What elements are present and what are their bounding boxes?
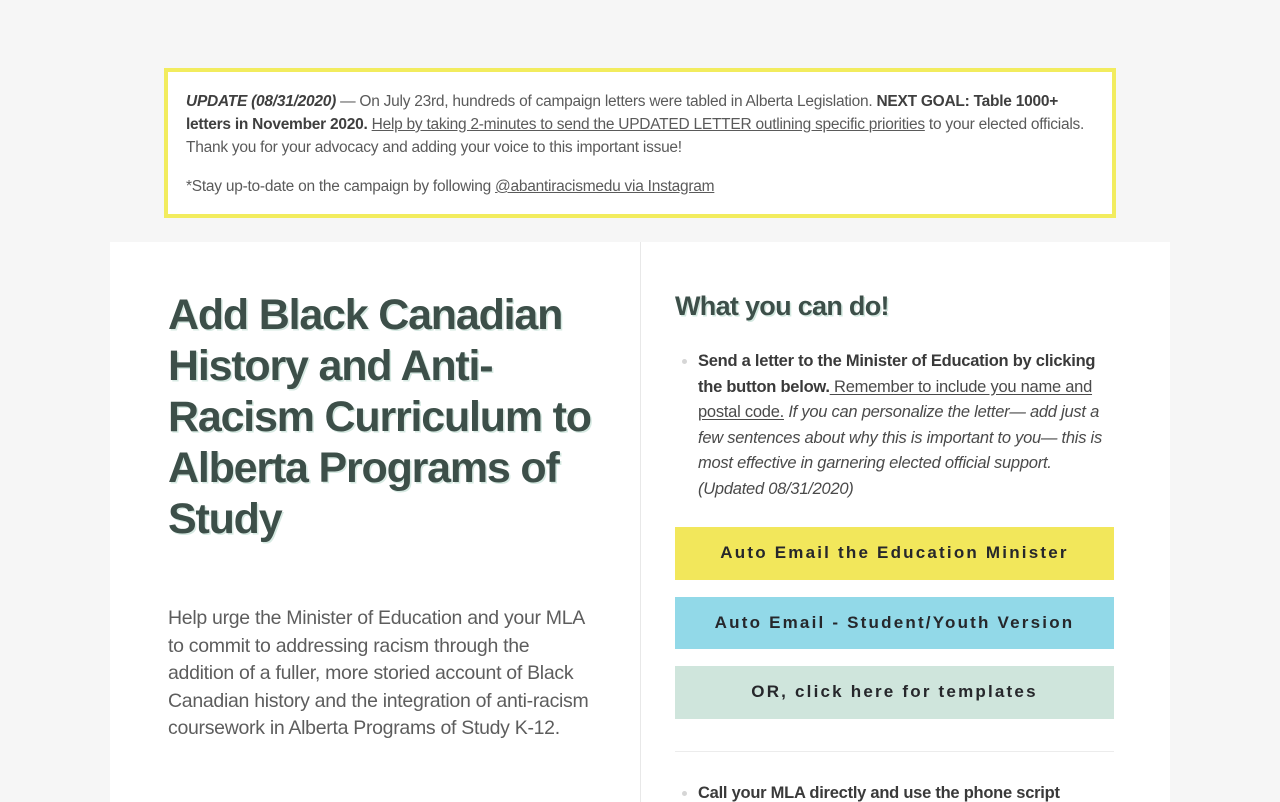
banner-updated-letter-link[interactable]: Help by taking 2-minutes to send the UPDATED LETTER outlining specific priorities	[371, 116, 925, 133]
action-list-secondary	[675, 781, 1114, 802]
section-divider	[675, 751, 1114, 752]
bullet-2-bold: Call your MLA directly and use the phone script	[698, 784, 1060, 802]
auto-email-education-minister-button[interactable]: Auto Email the Education Minister	[675, 527, 1114, 580]
banner-after-link-text: to your elected officials. Thank you for your advocacy and adding your voice to this important issue!	[186, 116, 1085, 156]
lead-paragraph: Help urge the Minister of Education and your MLA to commit to addressing racism through the addition of a fuller, more storied account of Black Canadian history and the integration of anti-racism coursework in Alberta Programs of Study K-12.	[168, 607, 589, 739]
list-item-send-letter	[698, 349, 1114, 502]
right-column	[640, 242, 1170, 802]
banner-followup-prefix: *Stay up-to-date on the campaign by following	[186, 178, 496, 195]
bullet-1-underline[interactable]: Remember to include you name and postal code.	[698, 377, 1093, 421]
banner-intro-text: On July 23rd, hundreds of campaign letters were tabled in Alberta Legislation.	[359, 93, 877, 110]
banner-paragraph-main	[186, 90, 1094, 159]
section-title-what-you-can-do: What you can do!	[675, 291, 889, 321]
banner-update-label: UPDATE (08/31/2020)	[186, 93, 337, 110]
instagram-handle-link[interactable]: @abantiracismedu via Instagram	[495, 178, 715, 195]
content-card	[110, 242, 1170, 802]
left-column	[110, 242, 640, 802]
bullet-1-italic: If you can personalize the letter— add just a few sentences about why this is important to you— this is most effective in garnering elected official support. (Updated 08/31/2020)	[698, 403, 1102, 498]
action-list	[675, 349, 1114, 502]
auto-email-student-youth-version-button[interactable]: Auto Email - Student/Youth Version	[675, 597, 1114, 650]
banner-goal-bold: NEXT GOAL: Table 1000+ letters in November 2020.	[186, 93, 1059, 133]
cta-button-group	[675, 527, 1114, 719]
banner-paragraph-followup	[186, 175, 1094, 198]
templates-button[interactable]: OR, click here for templates	[675, 666, 1114, 719]
banner-dash: —	[336, 93, 360, 110]
update-banner	[164, 68, 1116, 218]
page-title: Add Black Canadian History and Anti-Racism Curriculum to Alberta Programs of Study	[168, 291, 591, 543]
bullet-1-bold: Send a letter to the Minister of Education by clicking the button below.	[698, 352, 1096, 396]
list-item-call-mla	[698, 781, 1114, 802]
